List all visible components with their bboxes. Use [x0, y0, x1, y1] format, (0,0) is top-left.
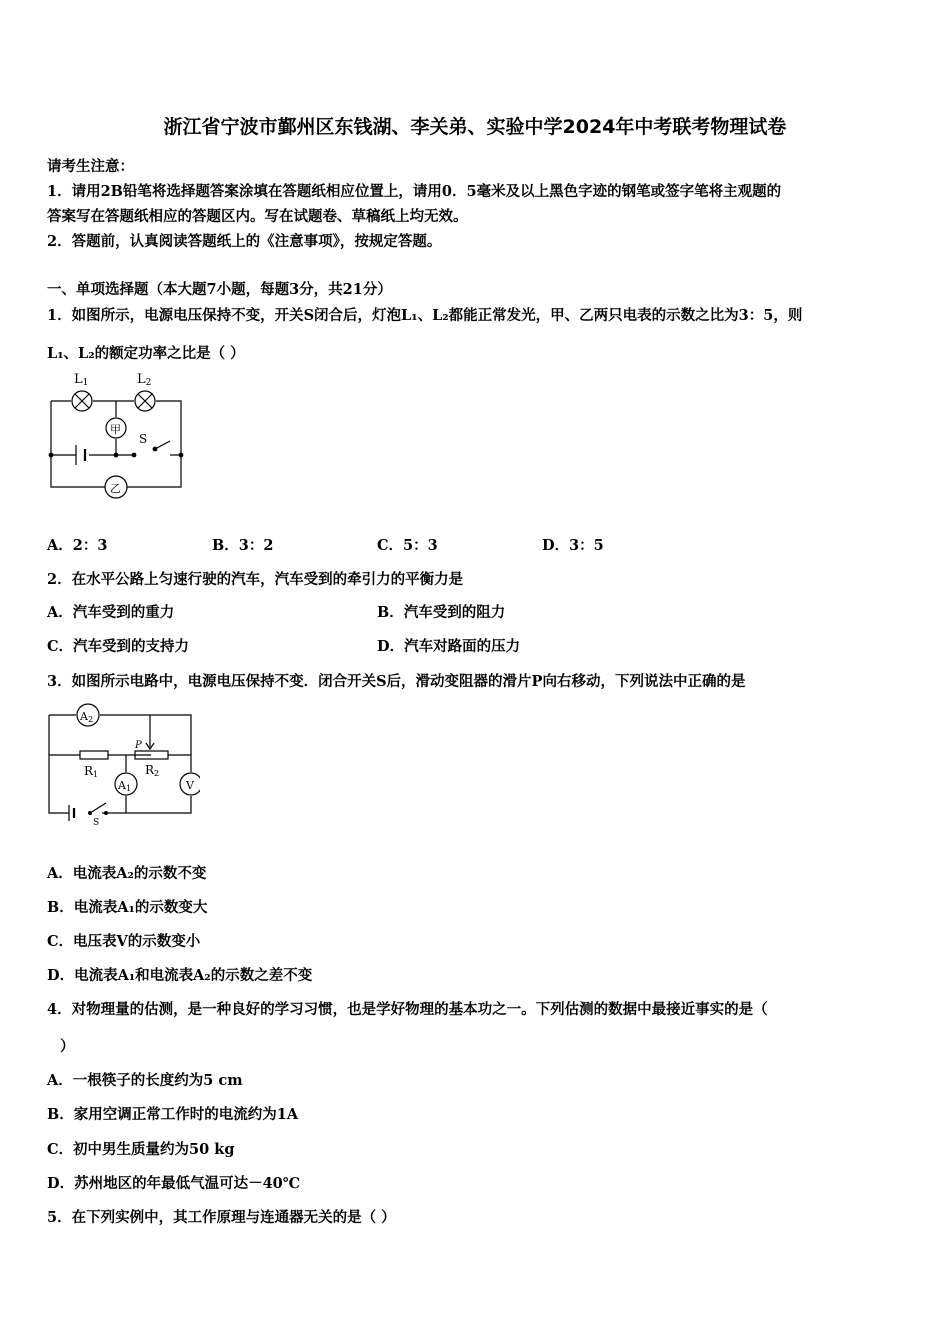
lamp1-label: L1 [74, 372, 89, 388]
voltmeter-label: V [186, 779, 194, 792]
a1-label: A1 [118, 779, 132, 793]
meter-jia-label: 甲 [110, 423, 121, 436]
q1-option-a: A．2：3 [47, 537, 108, 554]
page-title: 浙江省宁波市鄞州区东钱湖、李关弟、实验中学2024年中考联考物理试卷 [163, 116, 787, 138]
a2-label: A2 [80, 710, 94, 724]
q2-option-c: C．汽车受到的支持力 [47, 638, 190, 655]
notice-line-1b: 答案写在答题纸相应的答题区内。写在试题卷、草稿纸上均无效。 [47, 208, 468, 225]
notice-line-2: 2．答题前，认真阅读答题纸上的《注意事项》，按规定答题。 [47, 233, 442, 250]
q3-stem: 3．如图所示电路中，电源电压保持不变．闭合开关S后，滑动变阻器的滑片P向右移动，下列说法中正确的是 [47, 673, 746, 690]
q5-stem: 5．在下列实例中，其工作原理与连通器无关的是（ ） [47, 1209, 396, 1226]
q3-option-d: D．电流表A₁和电流表A₂的示数之差不变 [47, 967, 313, 984]
slider-p-label: P [135, 740, 142, 751]
switch-s-label: S [139, 432, 148, 446]
meter-yi-label: 乙 [110, 482, 121, 495]
switch-s-label-2: S [93, 818, 100, 828]
notice-line-1a: 1．请用2B铅笔将选择题答案涂填在答题纸相应位置上，请用0．5毫米及以上黑色字迹的钢笔或签字笔将主观题的 [47, 183, 782, 200]
q2-option-a: A．汽车受到的重力 [47, 604, 175, 621]
q4-option-a: A．一根筷子的长度约为5 cm [47, 1072, 243, 1089]
q3-option-b: B．电流表A₁的示数变大 [47, 899, 208, 916]
lamp2-label: L2 [137, 372, 152, 388]
notice-heading: 请考生注意： [47, 158, 134, 175]
q1-stem-a: 1．如图所示，电源电压保持不变，开关S闭合后，灯泡L₁、L₂都能正常发光，甲、乙两只电表的示数之比为3：5，则 [47, 307, 803, 324]
q2-stem: 2．在水平公路上匀速行驶的汽车，汽车受到的牵引力的平衡力是 [47, 571, 464, 588]
q1-circuit-diagram [40, 365, 200, 500]
q2-option-d: D．汽车对路面的压力 [377, 638, 521, 655]
q4-option-b: B．家用空调正常工作时的电流约为1A [47, 1106, 299, 1123]
q3-circuit-diagram [40, 700, 200, 830]
q3-option-a: A．电流表A₂的示数不变 [47, 865, 207, 882]
q2-option-b: B．汽车受到的阻力 [377, 604, 506, 621]
q4-option-c: C．初中男生质量约为50 kg [47, 1141, 235, 1158]
q4-stem-b: ） [60, 1038, 75, 1055]
q4-option-d: D．苏州地区的年最低气温可达－40℃ [47, 1175, 301, 1192]
r1-label: R1 [84, 764, 99, 779]
section-heading: 一、单项选择题（本大题7小题，每题3分，共21分） [47, 281, 392, 298]
q1-option-c: C．5：3 [377, 537, 438, 554]
q1-stem-b: L₁、L₂的额定功率之比是（ ） [47, 345, 245, 362]
q3-option-c: C．电压表V的示数变小 [47, 933, 201, 950]
q1-option-b: B．3：2 [212, 537, 274, 554]
q4-stem-a: 4．对物理量的估测，是一种良好的学习习惯，也是学好物理的基本功之一。下列估测的数据中最接近事实的是（ [47, 1001, 768, 1018]
r2-label: R2 [145, 763, 160, 778]
q1-option-d: D．3：5 [542, 537, 604, 554]
